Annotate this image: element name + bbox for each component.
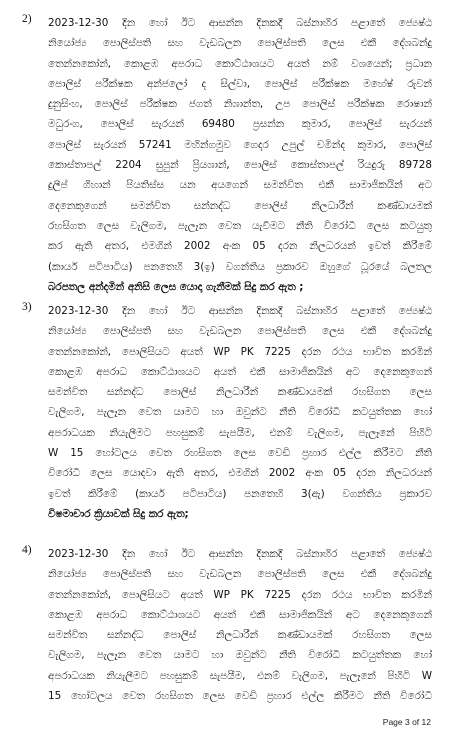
text-line: දුනුසිංහ, පොලිස් පරීක්ෂක ජගත් නිශාන්ත, උප පොලිස් පරීක්ෂක රොෂාන් (48, 98, 432, 111)
text-line: 2023-12-30 දින හෝ ඊට ආසන්න දිනකදී බස්නාහිර පළාතේ ජ්‍යෙෂ්ඨ (48, 305, 432, 317)
text-line: සමන්විත සන්නද්ධ පොලිස් නිලධාරීන් කණ්ඩායමක් රහසිගත ලෙස (48, 629, 432, 642)
text-line: රහසිගත ලෙස වැලිගම, පැලෑන වෙත යැවීමට නීති විරෝධී ලෙස කටයුතු (48, 219, 432, 232)
text-line: විෂමාචාර ක්‍රියාවක් සිදු කර ඇත; (48, 507, 189, 520)
text-line: තෙන්නකෝන්, පොලිසියට අයත් WP PK 7225 දරන රථය භාවිත කරමින් (48, 345, 432, 358)
paragraph-number: 2) (22, 13, 32, 25)
text-line: මධුරංග, පොලිස් සැරයන් 69480 ප්‍රසන්න කුමාර, පොලිස් සැරයන් (48, 118, 432, 131)
text-line: කොළඹ අපරාධ කොට්ඨාශයට අයත් එකී සාමාජිකයින් අට දෙනෙකුගෙන් (48, 608, 432, 621)
text-line: විරෝධී ලෙස යොදවා ඇති අතර, එමගින් 2002 අංක 05 දරන නිලධරයන් (48, 467, 432, 480)
text-line: කොස්තාපල් 2204 සුපුන් ප්‍රියශාන්, පොලිස් කොස්තාපල් රියදුරු 89728 (48, 159, 432, 172)
text-line: (කාර්ය පටිපාටිය) පනතෙහි 3(ඉ) වගන්තිය ප්‍රකාරව ඔහුගේ ධූරයේ බලතල (48, 260, 432, 273)
paragraph-body (48, 544, 432, 706)
page-number-footer: Page 3 of 12 (382, 717, 431, 727)
text-line: තෙන්නකෝන්, කොළඹ අපරාධ කොට්ඨාශයට අයත් නම් වශයෙන්; ප්‍රධාන (48, 57, 432, 70)
text-line: අපරාධයක නියැලීමට පහසුකම් සැපයීම, එනම් වැලිගම, පැලෑනේ පිහිටි (48, 426, 432, 439)
text-line: 2023-12-30 දින හෝ ඊට ආසන්න දිනකදී බස්නාහිර පළාතේ ජ්‍යෙෂ්ඨ (48, 17, 432, 29)
text-line: නියෝජ්‍ය පොලිස්පති සහ වැඩබලන පොලිස්පති ලෙස එකී දේශබන්දු (48, 568, 432, 581)
text-line: දුලීප් ගිහාන් පියතිස්ස යන අයගෙන් සමන්විත එකී සාමාජිකයින් අට (48, 179, 432, 192)
text-line: තෙන්නකෝන්, පොලිසියට අයත් WP PK 7225 දරන රථය භාවිත කරමින් (48, 588, 432, 601)
paragraph-body (48, 13, 432, 297)
text-line: පොලිස් සැරයන් 57241 මහින්ගමුව ගෙදර උපුල් චමින්ද කුමාර, පොලිස් (48, 138, 432, 151)
text-line: 2023-12-30 දින හෝ ඊට ආසන්න දිනකදී බස්නාහිර පළාතේ ජ්‍යෙෂ්ඨ (48, 548, 432, 560)
text-line: නියෝජ්‍ය පොලිස්පති සහ වැඩබලන පොලිස්පති ලෙස එකී දේශබන්දු (48, 325, 432, 338)
text-line: සමන්විත සන්නද්ධ පොලිස් නිලධාරීන් කණ්ඩායමක් රහසිගත ලෙස (48, 386, 432, 399)
paragraph-number: 3) (22, 301, 32, 313)
text-line: පොලිස් පරීක්ෂක අන්ජලෝ ද සිල්වා, පොලිස් පරීක්ෂක මහේෂ් රුවන් (48, 77, 432, 90)
text-line: බරපතල අන්දමින් අනිසි ලෙස යොදා ගැනීමක් සිදු කර ඇත ; (48, 280, 304, 293)
text-line: වැලිගම, පැලෑන වෙත යාමට හා ඔවුන්ට නීති විරෝධී කටයුත්තක හෝ (48, 406, 432, 419)
text-line: W 15 හෝටලය වෙත රහසිගත ලෙස වෙඩි ප්‍රහාර එල්ල කිරීමට නීති (48, 447, 432, 460)
text-line: අපරාධයක නියැලීමට පහසුකම් සැපයීම, එනම් වැලිගම, පැලෑනේ පිහිටි W (48, 669, 432, 682)
text-line: කොළඹ අපරාධ කොට්ඨාශයට අයත් එකී සාමාජිකයින් අට දෙනෙකුගෙන් (48, 365, 432, 378)
paragraph-body (48, 301, 432, 524)
text-line: නියෝජ්‍ය පොලිස්පති සහ වැඩබලන පොලිස්පති ලෙස එකී දේශබන්දු (48, 37, 432, 50)
text-line: කර ඇති අතර, එමගින් 2002 අංක 05 දරන නිලධරයන් ඉවත් කිරීමේ (48, 240, 432, 253)
text-line: දෙනෙකුගෙන් සමන්විත සන්නද්ධ පොලිස් නිලධාරීන් කණ්ඩායමක් (48, 199, 432, 212)
text-line: 15 හෝටලය වෙත රහසිගත ලෙස වෙඩි ප්‍රහාර එල්ල කිරීමට නීති විරෝධී (48, 690, 432, 703)
text-line: වැලිගම, පැලෑන වෙත යාමට හා ඔවුන්ට නීති විරෝධී කටයුත්තක හෝ (48, 649, 432, 662)
paragraph-number: 4) (22, 544, 32, 556)
text-line: ඉවත් කිරීමේ (කාර්ය පටිපාටිය) පනතෙහි 3(ඇ) වගන්තිය ප්‍රකාරව (48, 487, 432, 500)
